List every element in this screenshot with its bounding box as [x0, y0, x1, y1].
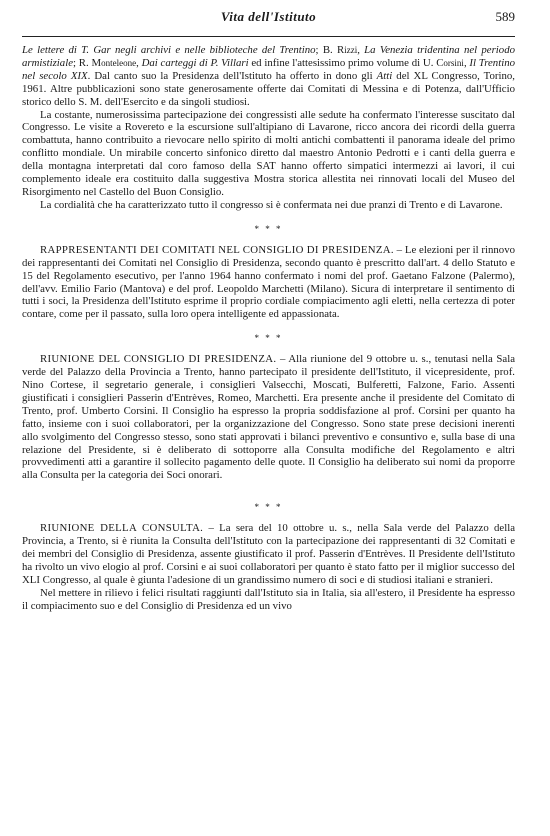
section-title: RAPPRESENTANTI DEI COMITATI NEL CONSIGLIO DI PRESIDENZA. — [40, 243, 394, 256]
section-consulta: RIUNIONE DELLA CONSULTA. – La sera del 10 ottobre u. s., nella Sala verde del Palazzo della Provincia, a Trento, si è riunita la Consulta dell'Istituto con la partecipazione dei rappresentanti di 32 Comitati e dei membri del Consiglio di Presidenza, assente giustificato il prof. Passerin d'Entrèves. Il Presidente dell'Istituto ha rivolto un vivo elogio al prof. Corsini e ai suoi collaboratori per quanto è stato fatto per il miglior successo del XLI Congresso, al quale è giunta l'adesione di un grandissimo numero di soci e di studiosi italiani e stranieri. — [22, 522, 516, 586]
intro-paragraph-1: Le lettere di T. Gar negli archivi e nelle biblioteche del Trentino; B. Rizzi, La Venezia tridentina nel periodo armistiziale; R. Monteleone, Dai carteggi di P. Villari ed infine l'attesissimo primo volume di U. Corsini, Il Trentino nel secolo XIX. Dal canto suo la Presidenza dell'Istituto ha offerto in dono gli Atti del XL Congresso, Torino, 1961. Altre pubblicazioni sono state generosamente offerte dai Comitati di Messina e di Potenza, dall'Ufficio storico dello S. M. dell'Esercito e da singoli studiosi. — [22, 44, 515, 108]
section-title: RIUNIONE DEL CONSIGLIO DI PRESIDENZA. — [40, 353, 277, 366]
page-number: 589 — [495, 9, 515, 24]
section-consiglio: RIUNIONE DEL CONSIGLIO DI PRESIDENZA. – Alla riunione del 9 ottobre u. s., tenutasi nella Sala verde del Palazzo della Provincia a Trento, hanno partecipato il presidente dell'Istituto, il vicepresidente, prof. Nino Cortese, il segretario generale, i consiglieri Valsecchi, Moscati, Bulferetti, Falzone, Fario. Assenti giustificati i consiglieri Passerin d'Entrèves, Romeo, Marchetti. Era presente anche il presidente del Comitato di Trento, prof. Umberto Corsini. Il Consiglio ha espresso la propria soddisfazione al prof. Corsini per quanto ha fatto, insieme con i suoi collaboratori, per la organizzazione del Congresso. Sono state prese decisioni inerenti allo svolgimento del Congresso stesso, sono stati approvati i bilanci preventivo e consuntivo e, sulla base di una relazione del Presidente, si è deliberato di sottoporre alla Consulta modifiche del Regolamento e altri provvedimenti atti a garantire il sollecito pagamento delle quote. Il Consiglio ha deliberato sui nomi da proporre alla Consulta per la categoria dei Soci onorari. — [22, 353, 515, 482]
section-title: RIUNIONE DELLA CONSULTA. — [40, 522, 204, 535]
section-separator: * * * — [254, 333, 283, 344]
journal-page — [0, 6, 550, 836]
running-title: Vita dell'Istituto — [220, 9, 317, 24]
section-rappresentanti: RAPPRESENTANTI DEI COMITATI NEL CONSIGLIO DI PRESIDENZA. – Le elezioni per il rinnovo dei rappresentanti dei Comitati nel Consiglio di Presidenza, secondo quanto è prescritto dall'art. 4 dello Statuto e 15 del Regolamento esecutivo, per l'anno 1964 hanno confermato i nomi del prof. Gaetano Falzone (Palermo), dell'avv. Emilio Fario (Mantova) e del prof. Leopoldo Marchetti (Milano). Sicura di interpretare il sentimento di tutti i soci, la Presidenza dell'Istituto esprime il proprio cordiale compiacimento agli eletti, nella certezza di poter contare, come per il passato, sulla loro opera intelligente ed appassionata. — [22, 243, 515, 321]
page-header — [22, 6, 515, 37]
intro-paragraph-2: La costante, numerosissima partecipazione dei congressisti alle sedute ha confermato l'interesse suscitato dal Congresso. Le visite a Rovereto e la escursione sull'altipiano di Lavarone, ricco ancora dei ricordi della guerra combattuta, hanno contribuito a rievocare nello spirito di molti antichi combattenti il panorama ideale del primo conflitto mondiale. Un mirabile concerto sinfonico diretto dal maestro Antonio Pedrotti e i canti della guerra e della montagna interpretati dal coro famoso della SAT hanno offerto simpatici intermezzi ai lavori, il cui complemento ideale era costituito dalla suggestiva Mostra storica allestita nei rinnovati locali del Museo del Risorgimento nel Castello del Buon Consiglio. — [22, 108, 515, 198]
section-separator: * * * — [254, 223, 283, 234]
section-consulta-continued: Nel mettere in rilievo i felici risultati raggiunti dall'Istituto sia in Italia, sia all'estero, il Presidente ha espresso il compiacimento suo e del Consiglio di Presidenza ed un vivo — [22, 586, 515, 612]
page-content — [22, 44, 515, 613]
intro-paragraph-3: La cordialità che ha caratterizzato tutto il congresso si è confermata nei due pranzi di Trento e di Lavarone. — [40, 198, 503, 211]
section-separator: * * * — [254, 502, 283, 513]
